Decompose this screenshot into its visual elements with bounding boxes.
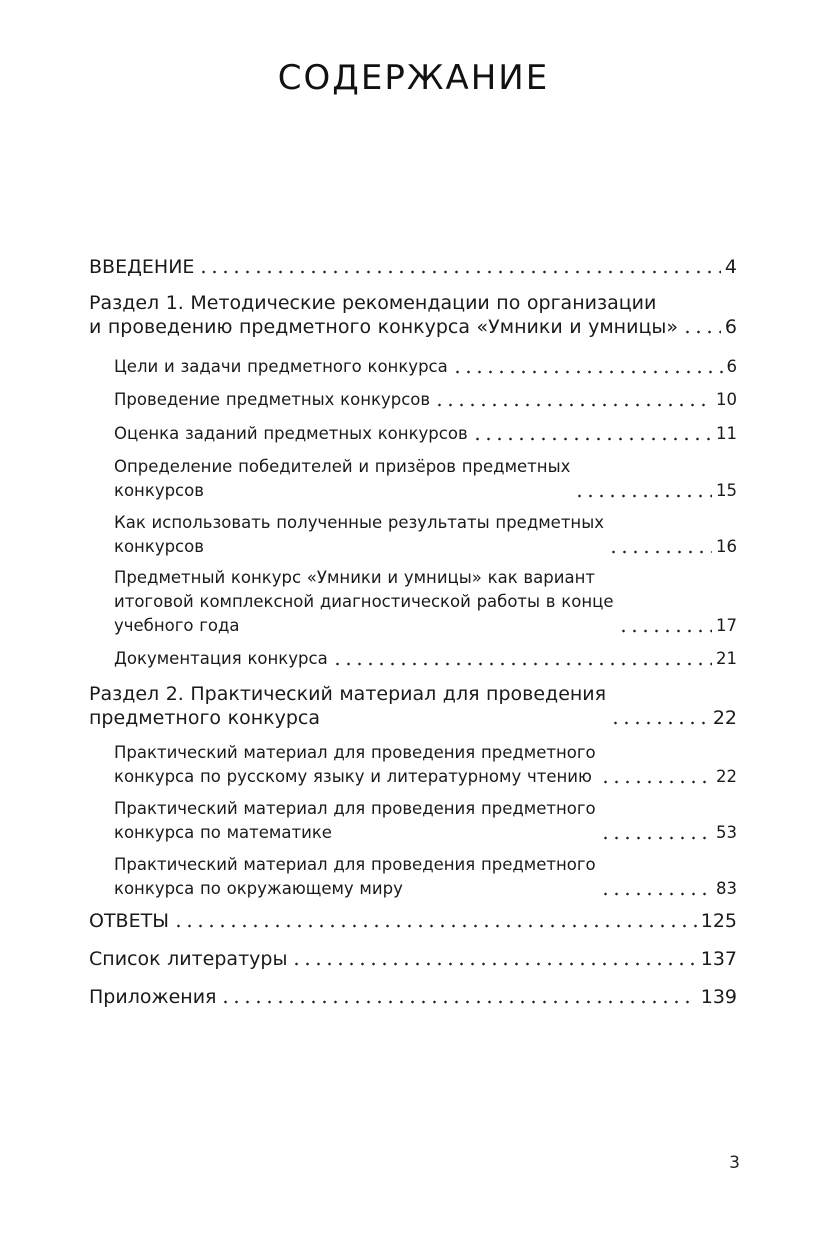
toc-entry-diagnostic <box>114 566 737 638</box>
toc-entry-title: Практический материал для проведения предметного конкурса по русскому языку и литературному чтению <box>114 743 596 786</box>
dot-leader <box>600 836 712 840</box>
toc-entry-world <box>114 853 737 901</box>
toc-entry-page: 6 <box>724 316 737 338</box>
dot-leader <box>332 662 712 666</box>
toc-entry-evaluation <box>114 422 737 446</box>
dot-leader <box>434 403 712 407</box>
dot-leader <box>682 330 721 334</box>
toc-entry-page: 139 <box>700 986 737 1008</box>
toc-entry-russian <box>114 741 737 789</box>
toc-entry-goals <box>114 355 737 379</box>
toc-entry-page: 11 <box>716 424 737 443</box>
toc-entry-title: Список литературы <box>89 948 288 970</box>
dot-leader <box>291 962 696 966</box>
toc-entry-answers <box>89 909 737 933</box>
toc-entry-math <box>114 797 737 845</box>
toc-entry-title: ВВЕДЕНИЕ <box>89 256 195 278</box>
dot-leader <box>574 494 712 498</box>
dot-leader <box>472 437 712 441</box>
toc-entry-page: 10 <box>716 390 737 409</box>
toc-entry-page: 4 <box>724 256 737 278</box>
toc-entry-title: Как использовать полученные результаты предметных конкурсов <box>114 513 605 556</box>
toc-entry-page: 22 <box>712 707 737 729</box>
page-title: СОДЕРЖАНИЕ <box>277 58 550 98</box>
toc-entry-title: Документация конкурса <box>114 649 328 668</box>
toc-entry-page: 83 <box>716 879 737 898</box>
toc-entry-title: Оценка заданий предметных конкурсов <box>114 424 468 443</box>
dot-leader <box>608 550 712 554</box>
dot-leader <box>198 270 720 274</box>
toc-entry-section-1 <box>89 291 737 339</box>
toc-entry-page: 125 <box>700 910 737 932</box>
toc-entry-page: 53 <box>716 823 737 842</box>
toc-entry-winners <box>114 455 737 503</box>
toc-entry-page: 6 <box>726 357 737 376</box>
dot-leader <box>600 892 712 896</box>
toc-entry-page: 15 <box>716 481 737 500</box>
toc-entry-introduction <box>89 255 737 279</box>
toc-entry-page: 137 <box>700 948 737 970</box>
toc-entry-title: Раздел 2. Практический материал для проведения предметного конкурса <box>89 683 607 729</box>
toc-entry-documentation <box>114 647 737 671</box>
toc-entry-page: 17 <box>716 616 737 635</box>
toc-entry-title: Предметный конкурс «Умники и умницы» как вариант итоговой комплексной диагностической работы в конце учебного года <box>114 568 614 635</box>
toc-entry-title: Проведение предметных конкурсов <box>114 390 431 409</box>
toc-entry-title: Практический материал для проведения предметного конкурса по окружающему миру <box>114 855 596 898</box>
toc-entry-title: Раздел 1. Методические рекомендации по организации и проведению предметного конкурса «Умники и умницы» <box>89 292 679 338</box>
dot-leader <box>618 629 712 633</box>
toc-entry-title: Определение победителей и призёров предметных конкурсов <box>114 457 571 500</box>
page-number: 3 <box>729 1153 740 1173</box>
toc-entry-title: Цели и задачи предметного конкурса <box>114 357 448 376</box>
dot-leader <box>600 780 712 784</box>
toc-entry-title: Практический материал для проведения предметного конкурса по математике <box>114 799 596 842</box>
toc-entry-page: 21 <box>716 649 737 668</box>
toc-entry-literature <box>89 947 737 971</box>
toc-entry-appendices <box>89 985 737 1009</box>
dot-leader <box>220 1000 696 1004</box>
dot-leader <box>610 721 709 725</box>
dot-leader <box>173 924 697 928</box>
toc-entry-title: ОТВЕТЫ <box>89 910 169 932</box>
toc-entry-page: 22 <box>716 767 737 786</box>
toc-entry-conducting <box>114 388 737 412</box>
dot-leader <box>452 370 723 374</box>
toc-entry-page: 16 <box>716 537 737 556</box>
toc-entry-title: Приложения <box>89 986 217 1008</box>
toc-entry-results-usage <box>114 511 737 559</box>
toc-entry-section-2 <box>89 682 737 730</box>
